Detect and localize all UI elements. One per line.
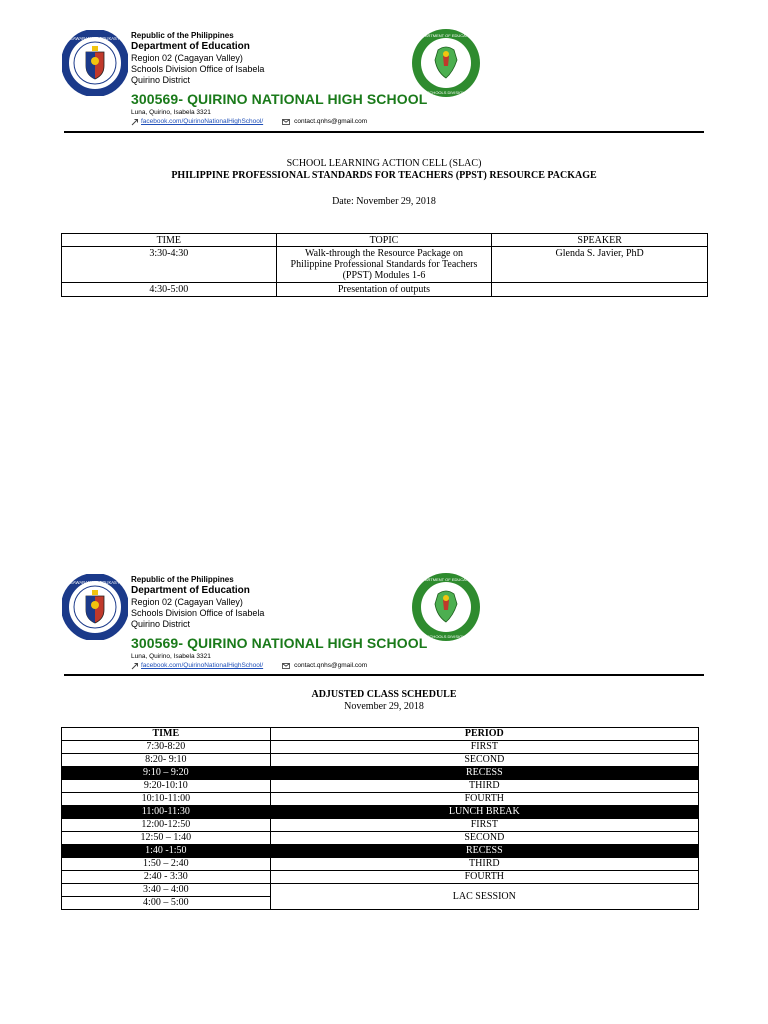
schedule-row-time: 2:40 - 3:30 [62,871,271,884]
svg-text:KAGAWARAN NG EDUKASYON: KAGAWARAN NG EDUKASYON [64,580,126,585]
mail-icon [282,663,290,669]
division-seal-icon [411,572,481,642]
slac-topic-line: Walk-through the Resource Package on [304,248,463,259]
schedule-row-time: 7:30-8:20 [62,741,271,754]
email-contact [282,661,367,670]
schedule-header-time: TIME [62,728,271,741]
svg-text:DEPARTMENT OF EDUCATION: DEPARTMENT OF EDUCATION [416,577,476,582]
region-label: Region 02 (Cagayan Valley) [131,53,243,63]
slac-row-time: 4:30-5:00 [62,283,277,297]
svg-text:SCHOOLS DIVISION: SCHOOLS DIVISION [426,634,466,639]
schedule-row-time: 10:10-11:00 [62,793,271,806]
email-address: contact.qnhs@gmail.com [294,662,368,669]
letterhead-text [131,31,427,126]
header-divider [64,674,704,676]
schedule-row-period: FIRST [270,741,698,754]
slac-row [62,283,708,297]
kagawaran-seal-icon [62,574,128,640]
division-seal-icon [411,28,481,98]
letterhead-top [0,28,768,138]
schedule-row [62,819,699,832]
schedule-row-period: THIRD [270,780,698,793]
schedule-date: November 29, 2018 [344,701,424,712]
schedule-row-time: 4:00 – 5:00 [62,897,271,910]
schedule-row [62,793,699,806]
schedule-row [62,741,699,754]
schedule-row [62,832,699,845]
region-label: Region 02 (Cagayan Valley) [131,597,243,607]
contact-row [131,117,427,126]
slac-header-row [62,234,708,247]
email-address: contact.qnhs@gmail.com [294,118,368,125]
schedule-body [62,741,699,910]
department-label: Department of Education [131,41,250,52]
school-name: 300569- QUIRINO NATIONAL HIGH SCHOOL [131,91,428,107]
slac-table [61,233,708,297]
schedule-row [62,845,699,858]
schedule-row-period: LAC SESSION [270,884,698,910]
schedule-row-time: 1:40 -1:50 [62,845,271,858]
schedule-row-period: FOURTH [270,871,698,884]
svg-text:DEPARTMENT OF EDUCATION: DEPARTMENT OF EDUCATION [416,33,476,38]
slac-title: SCHOOL LEARNING ACTION CELL (SLAC) [286,158,482,169]
contact-row [131,661,427,670]
schedule-row-time: 11:00-11:30 [62,806,271,819]
schedule-row-time: 12:00-12:50 [62,819,271,832]
mail-icon [282,119,290,125]
svg-text:KAGAWARAN NG EDUKASYON: KAGAWARAN NG EDUKASYON [64,36,126,41]
schedule-title: ADJUSTED CLASS SCHEDULE [311,689,457,700]
schedule-row [62,858,699,871]
slac-header-topic: TOPIC [276,234,492,247]
republic-label: Republic of the Philippines [131,31,234,40]
schedule-header-period: PERIOD [270,728,698,741]
slac-row-topic [276,247,492,283]
slac-row-time: 3:30-4:30 [62,247,277,283]
slac-topic-line: (PPST) Modules 1-6 [342,270,426,281]
schedule-row-time: 8:20- 9:10 [62,754,271,767]
schedule-row [62,806,699,819]
kagawaran-seal-icon [62,30,128,96]
schedule-row-period: THIRD [270,858,698,871]
slac-row-speaker [492,283,708,297]
schedule-row-period: RECESS [270,845,698,858]
republic-label: Republic of the Philippines [131,575,234,584]
schedule-row-period: RECESS [270,767,698,780]
slac-header-time: TIME [62,234,277,247]
school-name: 300569- QUIRINO NATIONAL HIGH SCHOOL [131,635,428,651]
slac-row [62,247,708,283]
schedule-row [62,754,699,767]
schedule-table [61,727,699,910]
link-icon [131,662,139,670]
slac-row-topic [276,283,492,297]
schedule-row-period: SECOND [270,754,698,767]
slac-row-speaker: Glenda S. Javier, PhD [492,247,708,283]
school-address: Luna, Quirino, Isabela 3321 [131,653,211,660]
schedule-row [62,780,699,793]
schedule-row-time: 1:50 – 2:40 [62,858,271,871]
letterhead-bottom [0,572,768,682]
schedule-row-period: FOURTH [270,793,698,806]
schedule-row-time: 9:20-10:10 [62,780,271,793]
slac-date: Date: November 29, 2018 [332,196,436,207]
letterhead-text [131,575,427,670]
schedule-row-period: FIRST [270,819,698,832]
school-address: Luna, Quirino, Isabela 3321 [131,109,211,116]
slac-topic-line: Presentation of outputs [337,284,431,295]
division-label: Schools Division Office of Isabela [131,64,265,74]
svg-text:SCHOOLS DIVISION: SCHOOLS DIVISION [426,90,466,95]
schedule-row-time: 9:10 – 9:20 [62,767,271,780]
schedule-header-row [62,728,699,741]
district-label: Quirino District [131,619,191,629]
facebook-link[interactable]: facebook.com/QuirinoNationalHighSchool/ [141,662,264,669]
slac-subtitle: PHILIPPINE PROFESSIONAL STANDARDS FOR TEACHERS (PPST) RESOURCE PACKAGE [171,170,597,181]
schedule-row [62,884,699,897]
facebook-link[interactable]: facebook.com/QuirinoNationalHighSchool/ [141,118,264,125]
email-contact [282,117,367,126]
slac-header-speaker: SPEAKER [492,234,708,247]
schedule-row-period: LUNCH BREAK [270,806,698,819]
schedule-row-period: SECOND [270,832,698,845]
schedule-row-time: 3:40 – 4:00 [62,884,271,897]
department-label: Department of Education [131,585,250,596]
header-divider [64,131,704,133]
schedule-row-time: 12:50 – 1:40 [62,832,271,845]
division-label: Schools Division Office of Isabela [131,608,265,618]
link-icon [131,118,139,126]
district-label: Quirino District [131,75,191,85]
schedule-row [62,767,699,780]
schedule-row [62,871,699,884]
slac-topic-line: Philippine Professional Standards for Teachers [290,259,478,270]
